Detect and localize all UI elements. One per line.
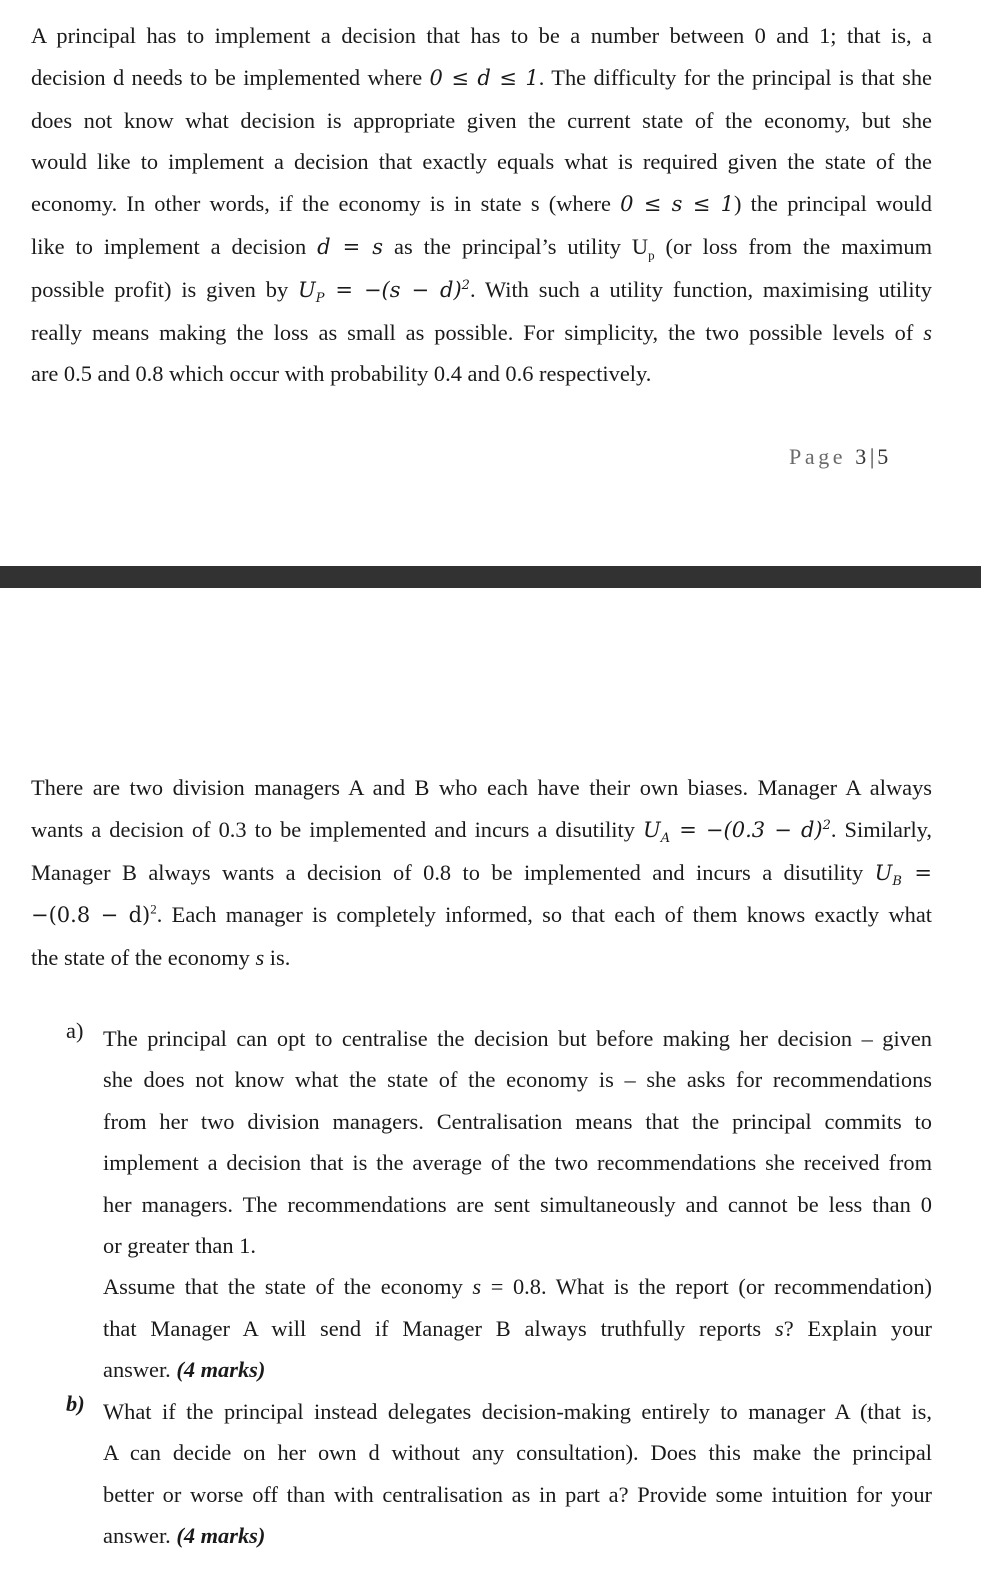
question-b — [103, 1391, 932, 1557]
text-line: the state of the economy s is. — [31, 945, 291, 971]
text-line: A principal has to implement a decision that has to be a number between 0 and 1; that is, a — [31, 23, 932, 48]
marks-label: (4 marks) — [176, 1357, 266, 1383]
math-inline: −(0.8 − d) — [31, 903, 151, 928]
text-line: better or worse off than with centralisation as in part a? Provide some intuition for your — [103, 1481, 932, 1507]
managers-paragraph — [31, 767, 932, 979]
text-line: decision d needs to be implemented where 0 ≤ d ≤ 1. The difficulty for the principal is that she — [31, 64, 932, 90]
text-line: answer. (4 marks) — [103, 1357, 266, 1383]
text-line: implement a decision that is the average of the two recommendations she received from — [103, 1150, 932, 1176]
text-line: are 0.5 and 0.8 which occur with probability 0.4 and 0.6 respectively. — [31, 361, 652, 387]
math-inline: 0 ≤ d ≤ 1 — [429, 65, 539, 90]
text-line: possible profit) is given by $U_P = -(s - d)^2$. With such a utility function, maximising utility — [31, 276, 933, 306]
text-line: would like to implement a decision that exactly equals what is required given the state of the — [31, 149, 932, 175]
text-line: $-(0.8 - d)^2$. Each manager is completely informed, so that each of them knows exactly what — [31, 901, 932, 928]
text-line: does not know what decision is appropriate given the current state of the economy, but she — [31, 107, 932, 133]
text-line: like to implement a decision d = s as the principal’s utility $U_p$ (or loss from the maximum — [31, 233, 933, 263]
question-a-label: a) — [66, 1018, 84, 1043]
text-line: There are two division managers A and B who each have their own biases. Manager A always — [31, 775, 932, 800]
text-line: A can decide on her own d without any consultation). Does this make the principal — [103, 1440, 932, 1466]
text-line: really means making the loss as small as possible. For simplicity, the two possible levels of s — [31, 319, 932, 345]
page-divider — [0, 566, 981, 588]
intro-paragraph — [31, 15, 932, 395]
text-line: answer. (4 marks) — [103, 1523, 266, 1549]
text-line: Manager B always wants a decision of 0.8 to be implemented and incurs a disutility $U_B$ = — [31, 859, 932, 889]
text-line: her managers. The recommendations are sent simultaneously and cannot be less than 0 — [103, 1191, 932, 1217]
page-number: Page 3|5 — [789, 444, 892, 469]
question-b-label: b) — [66, 1391, 85, 1416]
text-line: Assume that the state of the economy s = 0.8. What is the report (or recommendation) — [103, 1274, 933, 1300]
text-line: What if the principal instead delegates decision-making entirely to manager A (that is, — [103, 1399, 932, 1424]
marks-label: (4 marks) — [176, 1523, 266, 1549]
math-inline: d = s — [317, 234, 384, 259]
math-inline: $U_B$ = — [874, 860, 932, 889]
text-line: she does not know what the state of the economy is – she asks for recommendations — [103, 1067, 932, 1093]
subscript: p — [648, 247, 655, 263]
question-a — [103, 1018, 932, 1391]
math-inline: 0 ≤ s ≤ 1 — [620, 192, 734, 217]
text-line: The principal can opt to centralise the decision but before making her decision – given — [103, 1026, 932, 1051]
text-line: that Manager A will send if Manager B always truthfully reports s? Explain your — [103, 1315, 932, 1341]
text-line: wants a decision of 0.3 to be implemented and incurs a disutility $U_A = -(0.3 - d)^2$. Similarly, — [31, 816, 932, 846]
math-inline: $U_A = -(0.3 - d)^2$ — [643, 817, 831, 846]
text-line: or greater than 1. — [103, 1233, 256, 1259]
text-line: from her two division managers. Centralisation means that the principal commits to — [103, 1108, 932, 1134]
text-line: economy. In other words, if the economy is in state s (where 0 ≤ s ≤ 1) the principal would — [31, 191, 932, 217]
math-inline: $U_P = -(s - d)^2$ — [298, 277, 470, 306]
